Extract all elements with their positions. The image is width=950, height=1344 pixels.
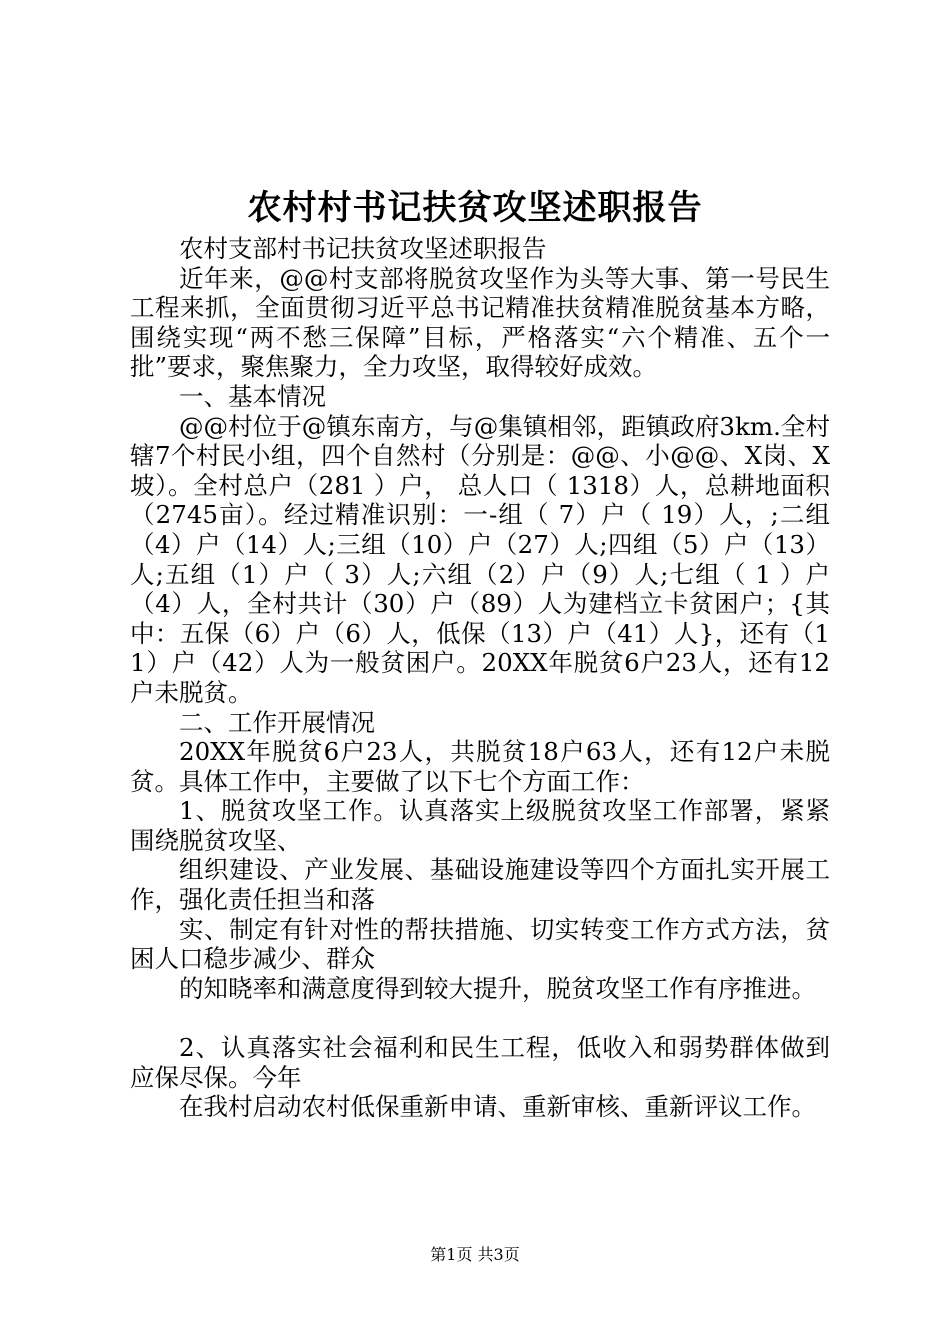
page-footer: 第1页 共3页 (430, 1245, 520, 1264)
section-heading-basic-situation: 一、基本情况 (179, 381, 326, 411)
paragraph-basic-situation: @@村位于@镇东南方，与@集镇相邻，距镇政府3km.全村辖7个村民小组，四个自然村（分别是：@@、小@@、X岗、X坡）。全村总户（281 ）户， 总人口（ 1318）人，总耕地面积（2745亩）。经过精准识别：一-组（ 7）户（ 19）人，;二组（4）户（14）人;三组（10）户（27）人;四组（5）户（13）人;五组（1）户（ 3）人;六组（2）户（9）人;七组（ 1 ）户（4）人，全村共计（30）户（89）人为建档立卡贫困户；{其中：五保（6）户（6）人，低保（13）户（41）人}，还有（11）户（42）人为一般贫困户。20XX年脱贫6户23人，还有12户未脱贫。 (130, 411, 830, 707)
paragraph-item-1-d: 的知晓率和满意度得到较大提升，脱贫攻坚工作有序推进。 (179, 973, 816, 1003)
paragraph-item-1-c: 实、制定有针对性的帮扶措施、切实转变工作方式方法，贫困人口稳步减少、群众 (130, 914, 830, 974)
paragraph-subtitle: 农村支部村书记扶贫攻坚述职报告 (179, 234, 547, 263)
section-heading-work-progress: 二、工作开展情况 (179, 707, 375, 737)
document-body (130, 234, 830, 1122)
paragraph-work-summary: 20XX年脱贫6户23人，共脱贫18户63人，还有12户未脱贫。具体工作中，主要做了以下七个方面工作： (130, 737, 830, 796)
document-title: 农村村书记扶贫攻坚述职报告 (247, 188, 703, 228)
paragraph-intro: 近年来，@@村支部将脱贫攻坚作为头等大事、第一号民生工程来抓，全面贯彻习近平总书记精准扶贫精准脱贫基本方略，围绕实现“两不愁三保障”目标，严格落实“六个精准、五个一批”要求，聚焦聚力，全力攻坚，取得较好成效。 (130, 263, 830, 382)
paragraph-item-2-b: 在我村启动农村低保重新申请、重新审核、重新评议工作。 (179, 1092, 816, 1122)
paragraph-item-1-b: 组织建设、产业发展、基础设施建设等四个方面扎实开展工作，强化责任担当和落 (130, 855, 830, 915)
paragraph-item-2-a: 2、认真落实社会福利和民生工程，低收入和弱势群体做到应保尽保。今年 (130, 1033, 830, 1092)
paragraph-gap (130, 1003, 830, 1033)
paragraph-item-1-a: 1、脱贫攻坚工作。认真落实上级脱贫攻坚工作部署，紧紧围绕脱贫攻坚、 (130, 796, 830, 855)
